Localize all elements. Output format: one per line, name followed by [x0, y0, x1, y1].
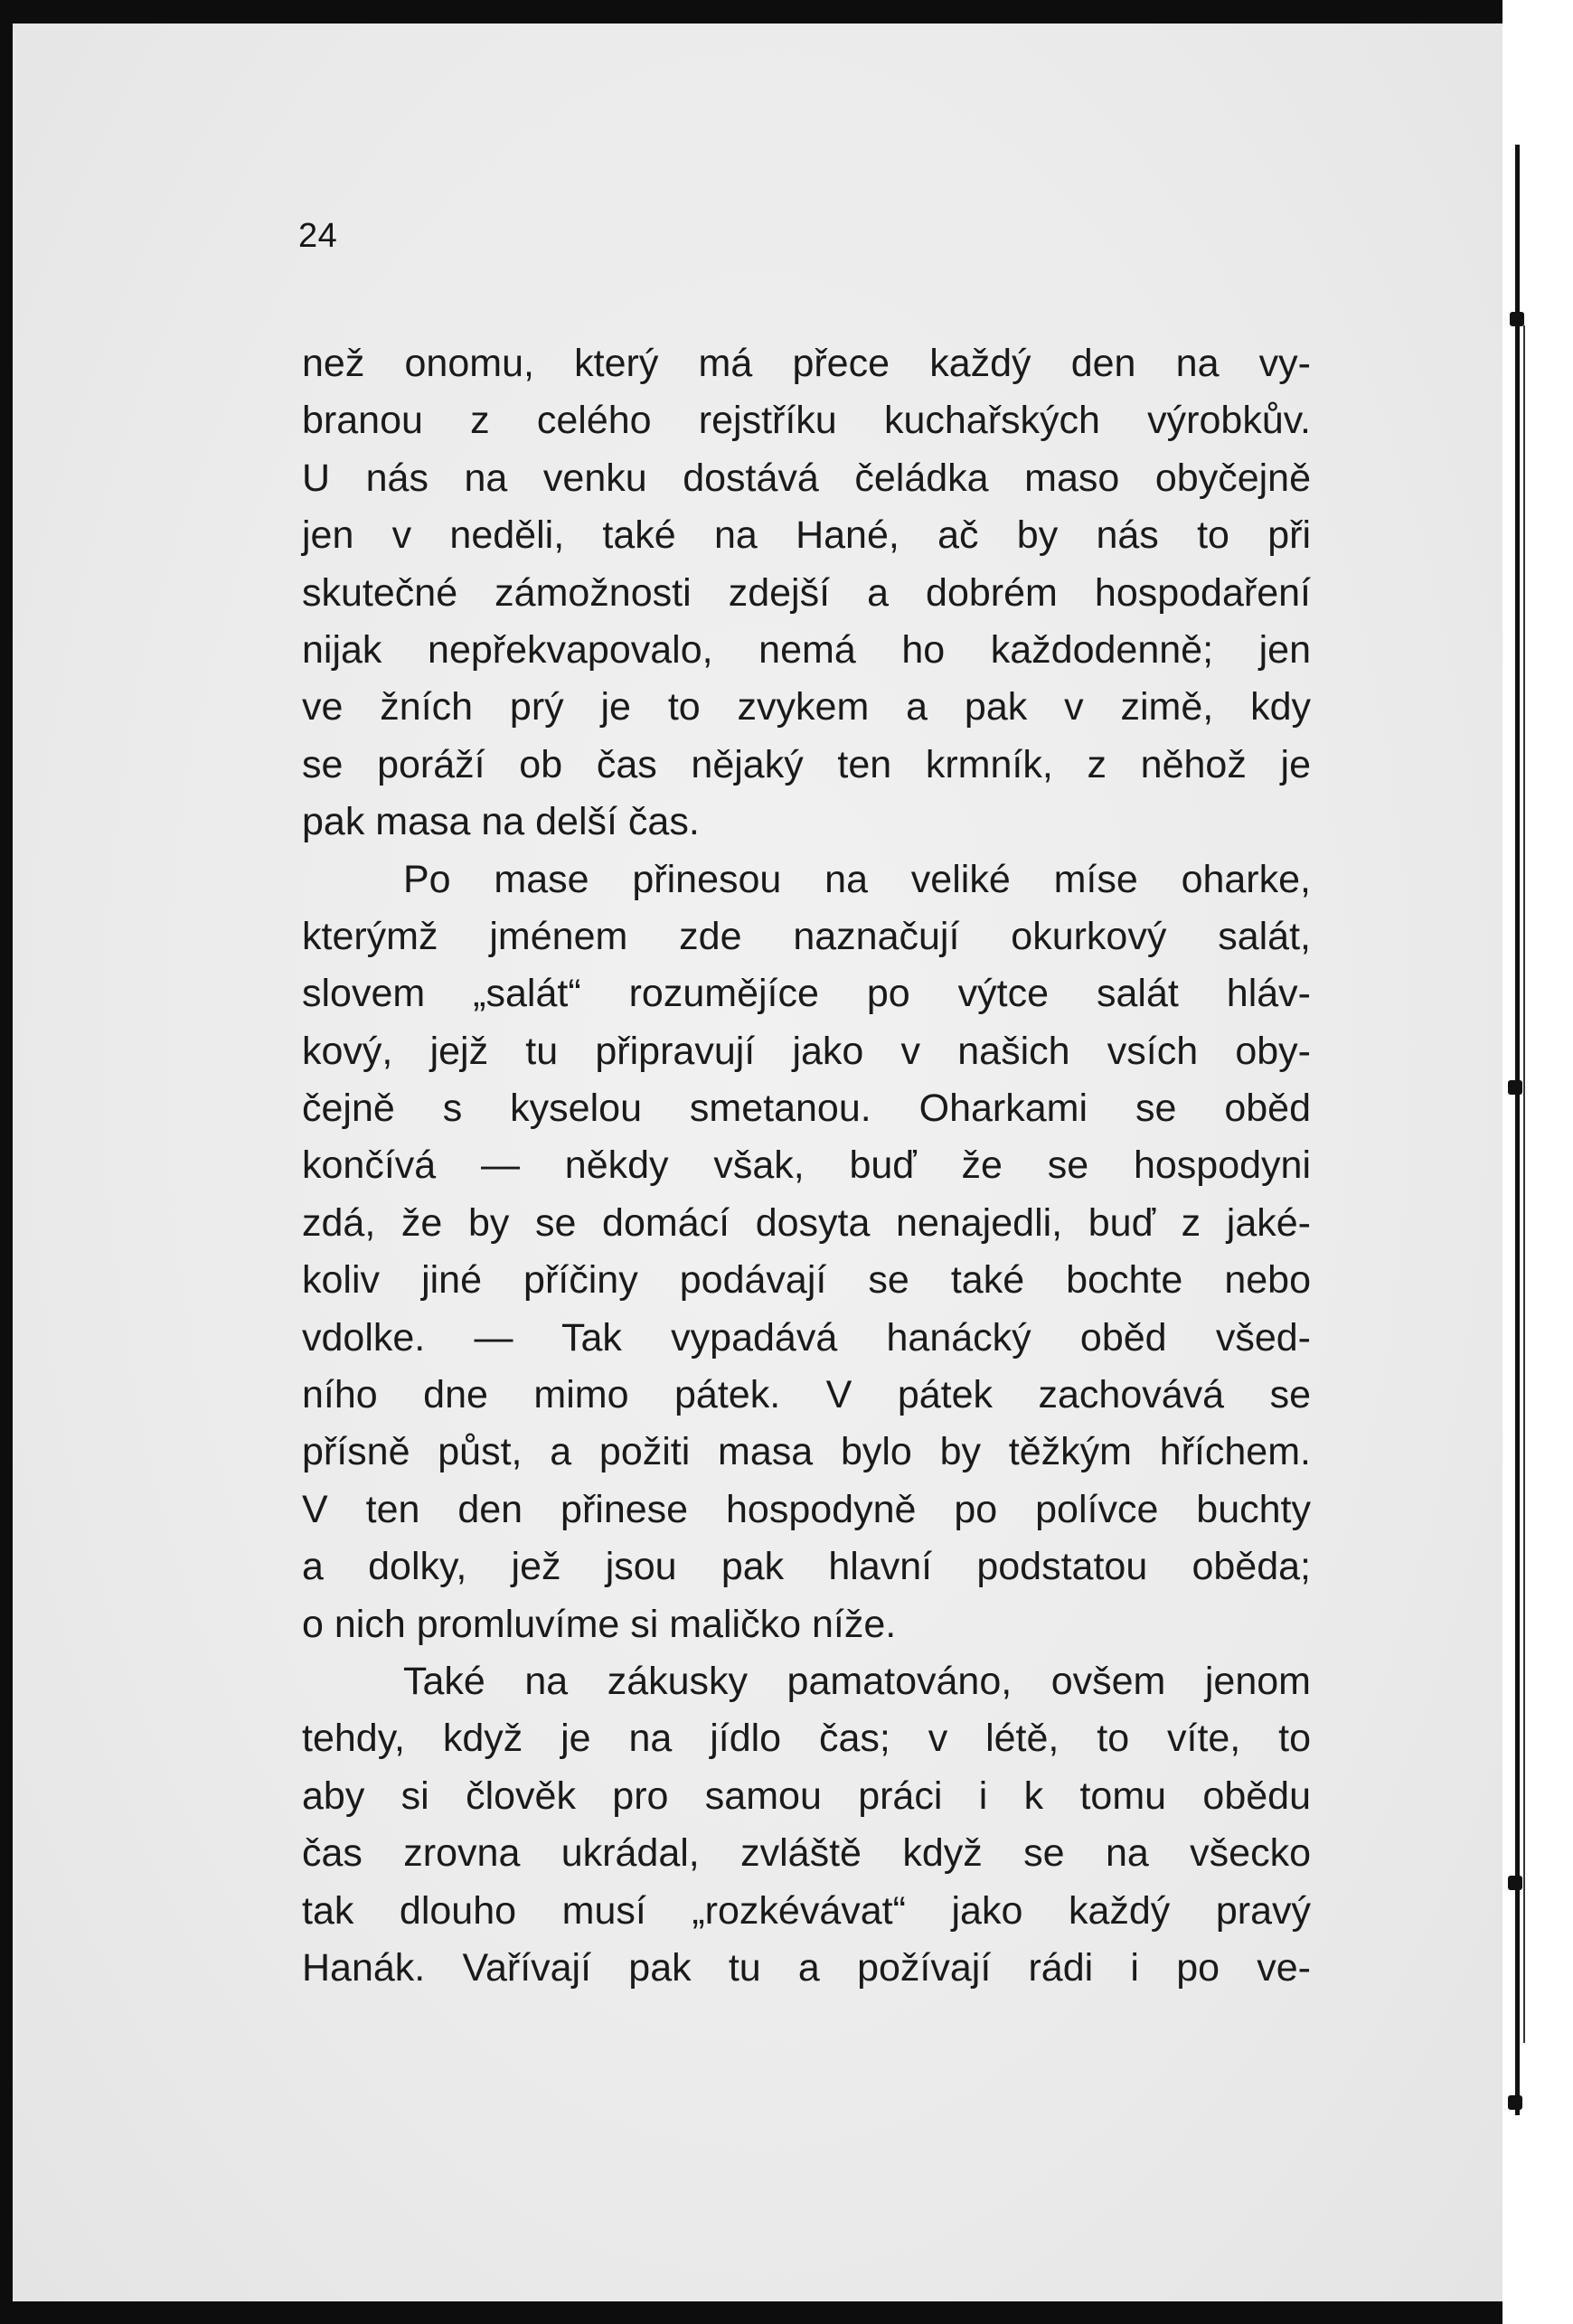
text-line: skutečné zámožnosti zdejší a dobrém hospodaření [302, 570, 1311, 615]
binding-mark-bottom [1508, 2095, 1522, 2110]
text-line: zdá, že by se domácí dosyta nenajedli, buď z jaké- [302, 1200, 1311, 1245]
text-line: nijak nepřekvapovalo, nemá ho každodenně; jen [302, 627, 1311, 672]
text-line: o nich promluvíme si maličko níže. [302, 1602, 897, 1646]
text-line: čas zrovna ukrádal, zvláště když se na všecko [302, 1831, 1311, 1876]
binding-mark-lower [1508, 1876, 1522, 1890]
binding-edge-line [1515, 145, 1520, 2115]
binding-edge-shadow [1523, 325, 1525, 2043]
text-line: pak masa na delší čas. [302, 800, 700, 844]
text-line: Také na zákusky pamatováno, ovšem jenom [403, 1659, 1311, 1703]
text-line: koliv jiné příčiny podávají se také bochte nebo [302, 1258, 1311, 1303]
text-line: končívá — někdy však, buď že se hospodyni [302, 1143, 1311, 1188]
text-line: Hanák. Vařívají pak tu a požívají rádi i po ve- [302, 1945, 1311, 1990]
text-line: ního dne mimo pátek. V pátek zachovává se [302, 1373, 1311, 1417]
binding-mark-top [1510, 312, 1524, 326]
text-line: V ten den přinese hospodyně po polívce buchty [302, 1487, 1311, 1531]
text-line: ve žních prý je to zvykem a pak v zimě, kdy [302, 685, 1311, 729]
text-line: tak dlouho musí „rozkévávat“ jako každý pravý [302, 1888, 1311, 1933]
text-line: aby si člověk pro samou práci i k tomu obědu [302, 1774, 1311, 1818]
text-line: přísně půst, a požiti masa bylo by těžkým hříchem. [302, 1430, 1311, 1474]
adjacent-page-edge [1502, 0, 1573, 2324]
text-line: U nás na venku dostává čeládka maso obyčejně [302, 456, 1311, 500]
text-line: a dolky, jež jsou pak hlavní podstatou oběda; [302, 1545, 1311, 1589]
text-line: než onomu, který má přece každý den na vy- [302, 342, 1311, 385]
text-line: vdolke. — Tak vypadává hanácký oběd všed- [302, 1315, 1311, 1360]
text-line: jen v neděli, také na Hané, ač by nás to při [302, 513, 1311, 558]
text-line: kový, jejž tu připravují jako v našich vsích oby- [302, 1029, 1311, 1073]
text-line: kterýmž jménem zde naznačují okurkový salát, [302, 914, 1311, 958]
text-line: tehdy, když je na jídlo čas; v létě, to víte, to [302, 1717, 1311, 1761]
text-line: branou z celého rejstříku kuchařských výrobkův. [302, 399, 1311, 443]
text-line: se poráží ob čas nějaký ten krmník, z něhož je [302, 742, 1311, 786]
binding-mark-middle [1508, 1080, 1522, 1095]
text-line: slovem „salát“ rozumějíce po výtce salát hláv- [302, 972, 1311, 1016]
text-line: Po mase přinesou na veliké míse oharke, [403, 857, 1311, 901]
page-body-text [302, 335, 1311, 1997]
text-line: čejně s kyselou smetanou. Oharkami se oběd [302, 1087, 1311, 1131]
page-number: 24 [298, 217, 338, 255]
